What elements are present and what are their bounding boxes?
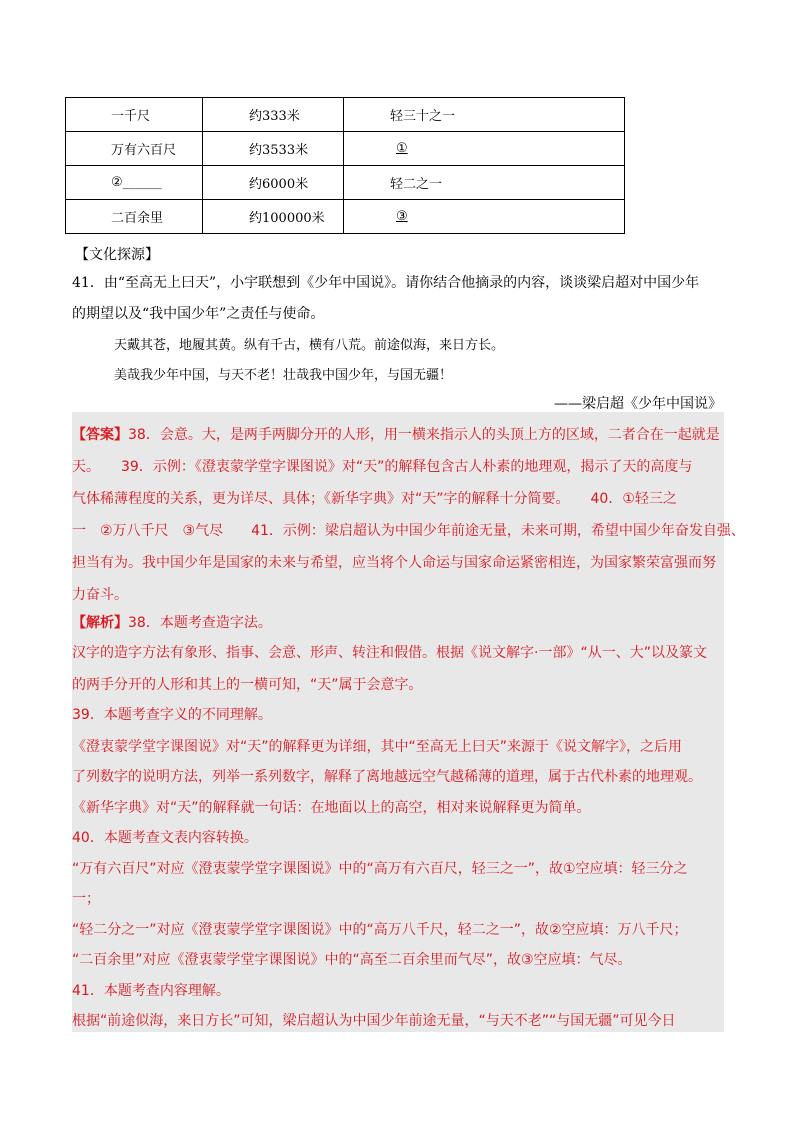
blank-3: ③ — [396, 209, 408, 224]
table-cell: 万有六百尺 — [66, 132, 203, 166]
analysis-line: 40．本题考查文表内容转换。 — [72, 830, 258, 846]
analysis-line: 【解析】38．本题考查造字法。 — [72, 615, 272, 631]
analysis-line: 《新华字典》对“天”的解释就一句话：在地面以上的高空，相对来说解释更为简单。 — [72, 800, 591, 816]
analysis-line: 汉字的造字方法有象形、指事、会意、形声、转注和假借。根据《说文解字·一部》“从一、大”以及篆文 — [72, 645, 707, 661]
quote-source: ——梁启超《少年中国说》 — [554, 396, 722, 412]
table-cell: 一千尺 — [66, 98, 203, 132]
analysis-line: “二百余里”对应《澄衷蒙学堂字课图说》中的“高至二百余里而气尽”，故③空应填：气尽。 — [72, 952, 632, 968]
table-row — [66, 98, 625, 132]
table-cell: 约100000米 — [203, 200, 344, 234]
answer-line: 天。 39．示例：《澄衷蒙学堂字课图说》对“天”的解释包含古人朴素的地理观，揭示了天的高度与 — [72, 459, 693, 475]
analysis-line: 一； — [72, 891, 100, 907]
quote-line: 美哉我少年中国，与天不老！壮哉我中国少年，与国无疆！ — [114, 368, 453, 383]
analysis-line: 了列数字的说明方法，列举一系列数字，解释了离地越远空气越稀薄的道理，属于古代朴素的地理观。 — [72, 769, 702, 785]
analysis-line: 《澄衷蒙学堂字课图说》对“天”的解释更为详细，其中“至高无上曰天”来源于《说文解字》，之后用 — [72, 739, 683, 755]
table-cell: 二百余里 — [66, 200, 203, 234]
quote-line: 天戴其苍，地履其黄。纵有千古，横有八荒。前途似海，来日方长。 — [114, 338, 505, 353]
table-row — [66, 132, 625, 166]
blank-1: ① — [396, 141, 408, 156]
blank-2: ②______ — [66, 166, 203, 200]
analysis-line: 的两手分开的人形和其上的一横可知，“天”属于会意字。 — [72, 677, 423, 693]
answer-line: 力奋斗。 — [72, 587, 128, 603]
analysis-tag: 【解析】 — [72, 615, 128, 631]
analysis-line: 39．本题考查字义的不同理解。 — [72, 707, 272, 723]
question-line: 41．由“至高无上曰天”，小宇联想到《少年中国说》。请你结合他摘录的内容，谈谈梁启超对中国少年 — [72, 275, 700, 291]
question-line: 的期望以及“我中国少年”之责任与使命。 — [72, 306, 325, 322]
table-cell: 约333米 — [203, 98, 344, 132]
answer-line: 气体稀薄程度的关系，更为详尽、具体；《新华字典》对“天”字的解释十分简要。 40．①轻三之 — [72, 491, 677, 507]
table-row — [66, 166, 625, 200]
answer-line: 担当有为。我中国少年是国家的未来与希望，应当将个人命运与国家命运紧密相连，为国家繁荣富强而努 — [72, 555, 716, 571]
table-cell: 轻二之一 — [344, 166, 625, 200]
section-heading: 【文化探源】 — [75, 247, 159, 263]
analysis-line: 41．本题考查内容理解。 — [72, 983, 230, 999]
analysis-line: “轻二分之一”对应《澄衷蒙学堂字课图说》中的“高万八千尺，轻二之一”，故②空应填：万八千尺； — [72, 922, 688, 938]
table-cell: 轻三十之一 — [344, 98, 625, 132]
comparison-table — [65, 97, 625, 234]
table-row — [66, 200, 625, 234]
answer-line: 一 ②万八千尺 ③气尽 41．示例：梁启超认为中国少年前途无量，未来可期，希望中国少年奋发自强、 — [72, 523, 745, 539]
answer-tag: 【答案】 — [72, 427, 128, 443]
analysis-line: 根据“前途似海，来日方长”可知，梁启超认为中国少年前途无量，“与天不老”“与国无疆”可见今日 — [72, 1013, 676, 1029]
analysis-line: “万有六百尺”对应《澄衷蒙学堂字课图说》中的“高万有六百尺，轻三之一”，故①空应填：轻三分之 — [72, 861, 688, 877]
table-cell: 约3533米 — [203, 132, 344, 166]
answer-line: 【答案】38．会意。大，是两手两脚分开的人形，用一横来指示人的头顶上方的区域，二者合在一起就是 — [72, 427, 720, 443]
table-cell: 约6000米 — [203, 166, 344, 200]
